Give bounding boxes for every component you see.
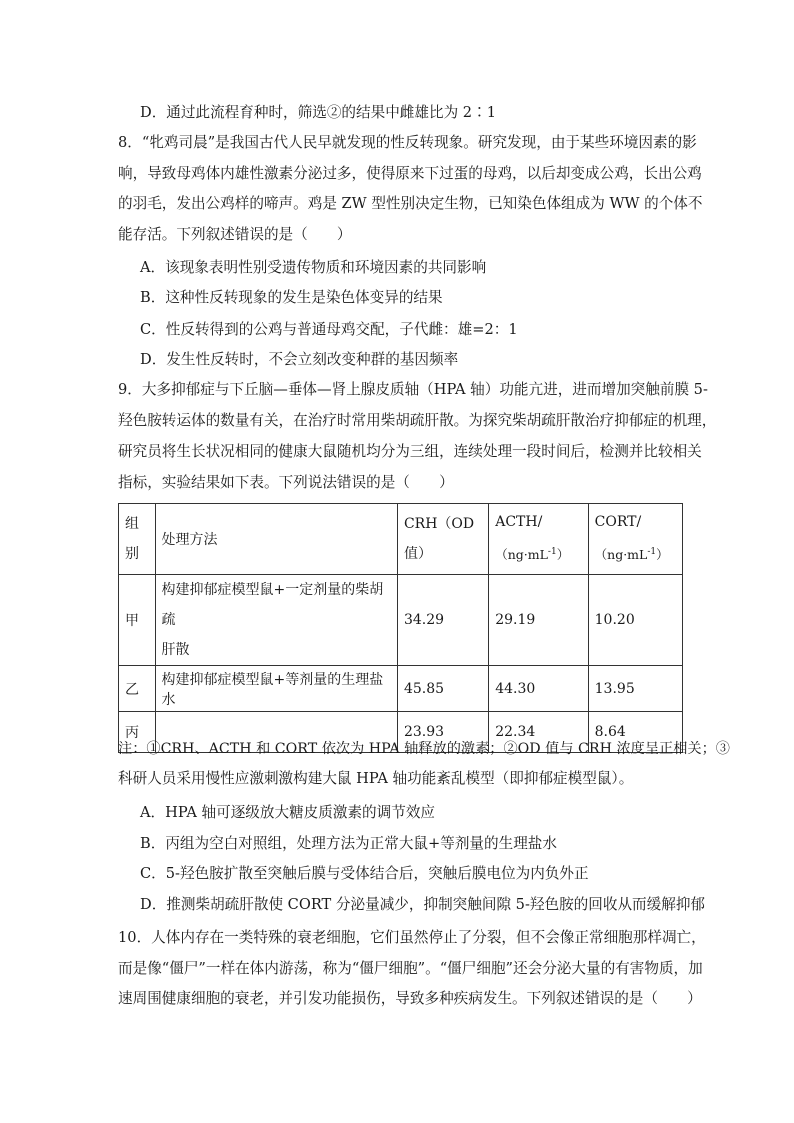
header-group [119, 504, 156, 575]
row-group: 甲 [119, 575, 156, 666]
row-acth: 22.34 [489, 712, 588, 753]
q9-option-a: A．HPA 轴可逐级放大糖皮质激素的调节效应 [140, 804, 436, 821]
q9-stem-line-4: 指标，实验结果如下表。下列说法错误的是（ ） [118, 474, 454, 491]
q9-option-b: B．丙组为空白对照组，处理方法为正常大鼠+等剂量的生理盐水 [140, 835, 557, 852]
q9-stem-line-2: 羟色胺转运体的数量有关，在治疗时常用柴胡疏肝散。为探究柴胡疏肝散治疗抑郁症的机理， [118, 412, 717, 429]
cort-unit-close: ） [656, 547, 669, 563]
header-group-l1: 组 [125, 516, 139, 532]
experiment-table [118, 503, 683, 753]
header-acth [489, 504, 588, 575]
q10-stem-line-3: 速周围健康细胞的衰老，并引发功能损伤，导致多种疾病发生。下列叙述错误的是（ ） [118, 990, 702, 1007]
header-group-l2: 别 [125, 546, 139, 562]
q8-option-b: B．这种性反转现象的发生是染色体变异的结果 [140, 289, 443, 306]
row-method-l1: 构建抑郁症模型鼠+一定剂量的柴胡疏 [161, 582, 384, 628]
header-crh-l1: CRH（OD [403, 516, 475, 532]
q10-stem-line-1: 10．人体内存在一类特殊的衰老细胞，它们虽然停止了分裂，但不会像正常细胞那样凋亡， [118, 929, 706, 946]
row-cort: 8.64 [588, 712, 682, 753]
row-cort: 10.20 [588, 575, 682, 666]
q8-option-a: A．该现象表明性别受遗传物质和环境因素的共同影响 [140, 259, 487, 276]
row-method: 构建抑郁症模型鼠+等剂量的生理盐水 [155, 666, 397, 712]
header-crh [397, 504, 488, 575]
cort-unit-sup: -1 [647, 547, 657, 558]
row-crh: 34.29 [397, 575, 488, 666]
row-cort: 13.95 [588, 666, 682, 712]
q8-stem-line-2: 响，导致母鸡体内雄性激素分泌过多，使得原来下过蛋的母鸡，以后却变成公鸡，长出公鸡 [118, 165, 702, 182]
row-crh: 45.85 [397, 666, 488, 712]
q10-stem-line-2: 而是像“僵尸”一样在体内游荡，称为“僵尸细胞”。“僵尸细胞”还会分泌大量的有害物质，加 [118, 960, 703, 977]
q9-note-line-2: 科研人员采用慢性应激刺激构建大鼠 HPA 轴功能紊乱模型（即抑郁症模型鼠）。 [118, 770, 634, 787]
header-cort-l1: CORT/ [594, 514, 642, 531]
q8-option-c: C．性反转得到的公鸡与普通母鸡交配，子代雌：雄=2：1 [140, 321, 518, 338]
table-header-row [119, 504, 683, 575]
q9-stem-line-1: 9．大多抑郁症与下丘脑—垂体—肾上腺皮质轴（HPA 轴）功能亢进，进而增加突触前膜 5- [118, 381, 708, 398]
header-cort [588, 504, 682, 575]
row-acth: 29.19 [489, 575, 588, 666]
row-group: 丙 [119, 712, 156, 753]
header-crh-l2: 值） [403, 546, 432, 562]
q8-option-d: D．发生性反转时，不会立刻改变种群的基因频率 [140, 351, 459, 368]
row-acth: 44.30 [489, 666, 588, 712]
header-acth-l1: ACTH/ [495, 514, 543, 531]
acth-unit-close: ） [556, 547, 570, 563]
q8-stem-line-4: 能存活。下列叙述错误的是（ ） [118, 226, 352, 243]
acth-unit-sup: -1 [547, 547, 557, 558]
q9-option-c: C．5-羟色胺扩散至突触后膜与受体结合后，突触后膜电位为内负外正 [140, 865, 589, 882]
header-cort-unit [595, 537, 676, 570]
q8-stem-line-3: 的羽毛，发出公鸡样的啼声。鸡是 ZW 型性别决定生物，已知染色体组成为 WW 的个体不 [118, 195, 703, 212]
q7-option-d: D．通过此流程育种时，筛选②的结果中雌雄比为 2∶1 [140, 104, 496, 121]
q9-option-d: D．推测柴胡疏肝散使 CORT 分泌量减少，抑制突触间隙 5-羟色胺的回收从而缓解抑郁 [140, 896, 706, 913]
header-method: 处理方法 [155, 504, 397, 575]
header-acth-unit [495, 537, 581, 570]
q9-stem-line-3: 研究员将生长状况相同的健康大鼠随机均分为三组，连续处理一段时间后，检测并比较相关 [118, 443, 702, 460]
cort-unit-text: （ng·mL [594, 547, 648, 563]
row-method [155, 575, 397, 666]
row-crh: 23.93 [397, 712, 488, 753]
row-group: 乙 [119, 666, 156, 712]
table-row [119, 575, 683, 666]
table-row [119, 666, 683, 712]
acth-unit-text: （ng·mL [495, 547, 548, 563]
row-method-l2: 肝散 [161, 642, 190, 658]
q9-note-line-1: 注：①CRH、ACTH 和 CORT 依次为 HPA 轴释放的激素；②OD 值与 CRH 浓度呈正相关；③ [118, 741, 730, 757]
q8-stem-line-1: 8．“牝鸡司晨”是我国古代人民早就发现的性反转现象。研究发现，由于某些环境因素的影 [118, 134, 697, 151]
